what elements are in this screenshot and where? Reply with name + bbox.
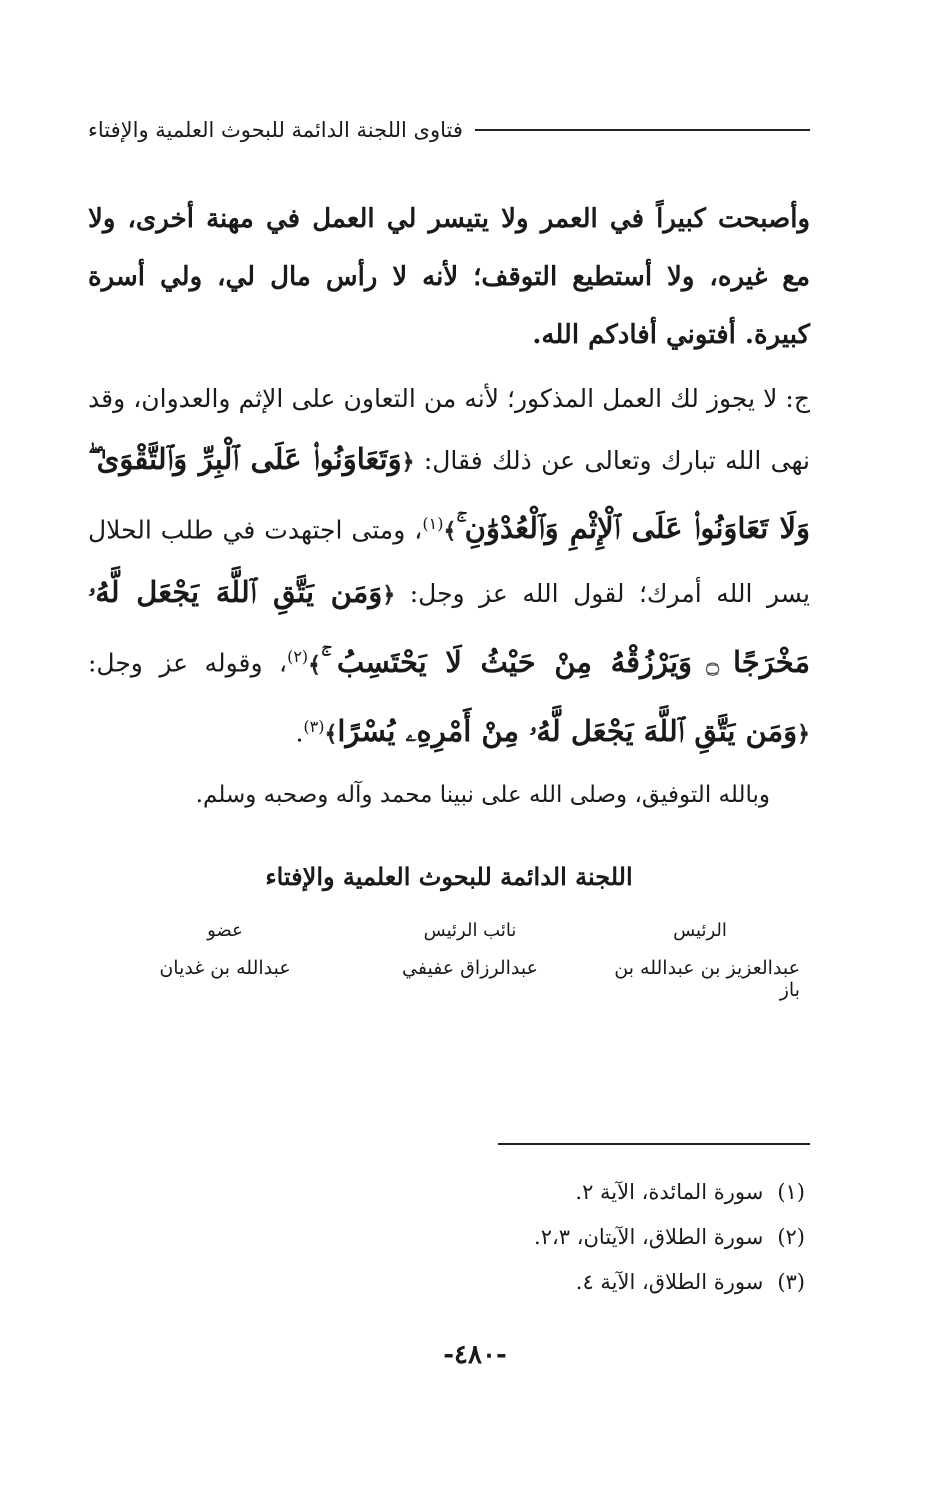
answer-paragraph: [88, 368, 810, 765]
verse-1-text: وَتَعَاوَنُوا۟ عَلَى ٱلْبِرِّ وَٱلتَّقْوَىٰ ۖ وَلَا تَعَاوَنُوا۟ عَلَى ٱلْإِثْمِ وَٱلْعُدْوَٰنِ ۚ: [88, 442, 810, 546]
signature-name: عبدالعزيز بن عبدالله بن باز: [614, 957, 800, 1001]
verse-2b-text: وَيَرْزُقْهُ مِنْ حَيْثُ لَا يَحْتَسِبُ ۚ: [321, 644, 693, 679]
question-text: وأصبحت كبيراً في العمر ولا يتيسر لي العمل في مهنة أخرى، ولا مع غيره، ولا أستطيع التوقف؛ لأنه لا رأس مال لي، ولي أسرة كبيرة. أفتوني أفادكم الله.: [88, 204, 810, 350]
quran-ornament-open: ﴿: [382, 582, 396, 609]
footnote-number: (٢): [777, 1225, 805, 1249]
quran-ornament-open: ﴿: [797, 720, 810, 747]
signature-name: عبدالرزاق عفيفي: [402, 957, 538, 979]
committee-title: اللجنة الدائمة للبحوث العلمية والإفتاء: [265, 862, 633, 891]
footnote-number: (٣): [777, 1270, 805, 1294]
footnote-text: سورة الطلاق، الآيتان، ٢،٣.: [534, 1225, 764, 1249]
footnotes: [405, 1170, 805, 1305]
footnote-item: [405, 1260, 805, 1305]
footnote-ref-1: (١): [422, 514, 444, 533]
answer-tail: ، وقوله عز وجل:: [88, 648, 288, 678]
signature-role: عضو: [207, 920, 243, 941]
footnote-number: (١): [777, 1180, 805, 1204]
header-rule: [475, 129, 810, 131]
quran-verse-3: [325, 714, 811, 748]
closing-line: وبالله التوفيق، وصلى الله على نبينا محمد وآله وصحبه وسلم.: [195, 781, 770, 808]
running-header: [88, 118, 810, 142]
footnote-rule: [498, 1143, 810, 1145]
footnote-ref-3: (٣): [303, 716, 325, 736]
footnote-item: [405, 1215, 805, 1260]
footnote-ref-2: (٢): [287, 647, 309, 667]
footnote-text: سورة الطلاق، الآية ٤.: [575, 1270, 764, 1294]
footnote-item: [405, 1170, 805, 1215]
verse-3-text: وَمَن يَتَّقِ ٱللَّهَ يَجْعَل لَّهُۥ مِنْ أَمْرِهِۦ يُسْرًا: [337, 713, 798, 748]
signature-name: عبدالله بن غديان: [159, 957, 291, 979]
signatures-block: [110, 920, 800, 1001]
answer-middle: ، ومتى اجتهدت في طلب الحلال يسر الله أمرك؛ لقول الله عز وجل:: [88, 515, 811, 609]
quran-ornament-close: ﴾: [308, 651, 322, 678]
quran-ornament-close: ﴾: [324, 720, 338, 747]
verse-separator-icon: ۝: [706, 651, 719, 678]
footnote-text: سورة المائدة، الآية ٢.: [575, 1180, 764, 1204]
page-number: -٤٨٠-: [443, 1340, 507, 1370]
fatwa-body: [88, 190, 810, 817]
header-title: فتاوى اللجنة الدائمة للبحوث العلمية والإفتاء: [88, 118, 463, 142]
quran-ornament-open: ﴿: [401, 449, 415, 475]
signature-president: [600, 920, 800, 1001]
quran-ornament-close: ﴾: [443, 518, 457, 545]
answer-end: .: [295, 717, 304, 747]
signature-vice-president: [370, 920, 570, 1001]
answer-intro: ج: لا يجوز لك العمل المذكور؛ لأنه من التعاون على الإثم والعدوان، وقد نهى الله تبارك وتعالى عن ذلك فقال:: [88, 384, 810, 475]
signature-member: [110, 920, 340, 1001]
verse-2a-text: وَمَن يَتَّقِ ٱللَّهَ يَجْعَل لَّهُۥ مَخْرَجًا: [88, 575, 810, 679]
signature-role: نائب الرئيس: [423, 920, 517, 941]
signature-role: الرئيس: [673, 920, 727, 941]
